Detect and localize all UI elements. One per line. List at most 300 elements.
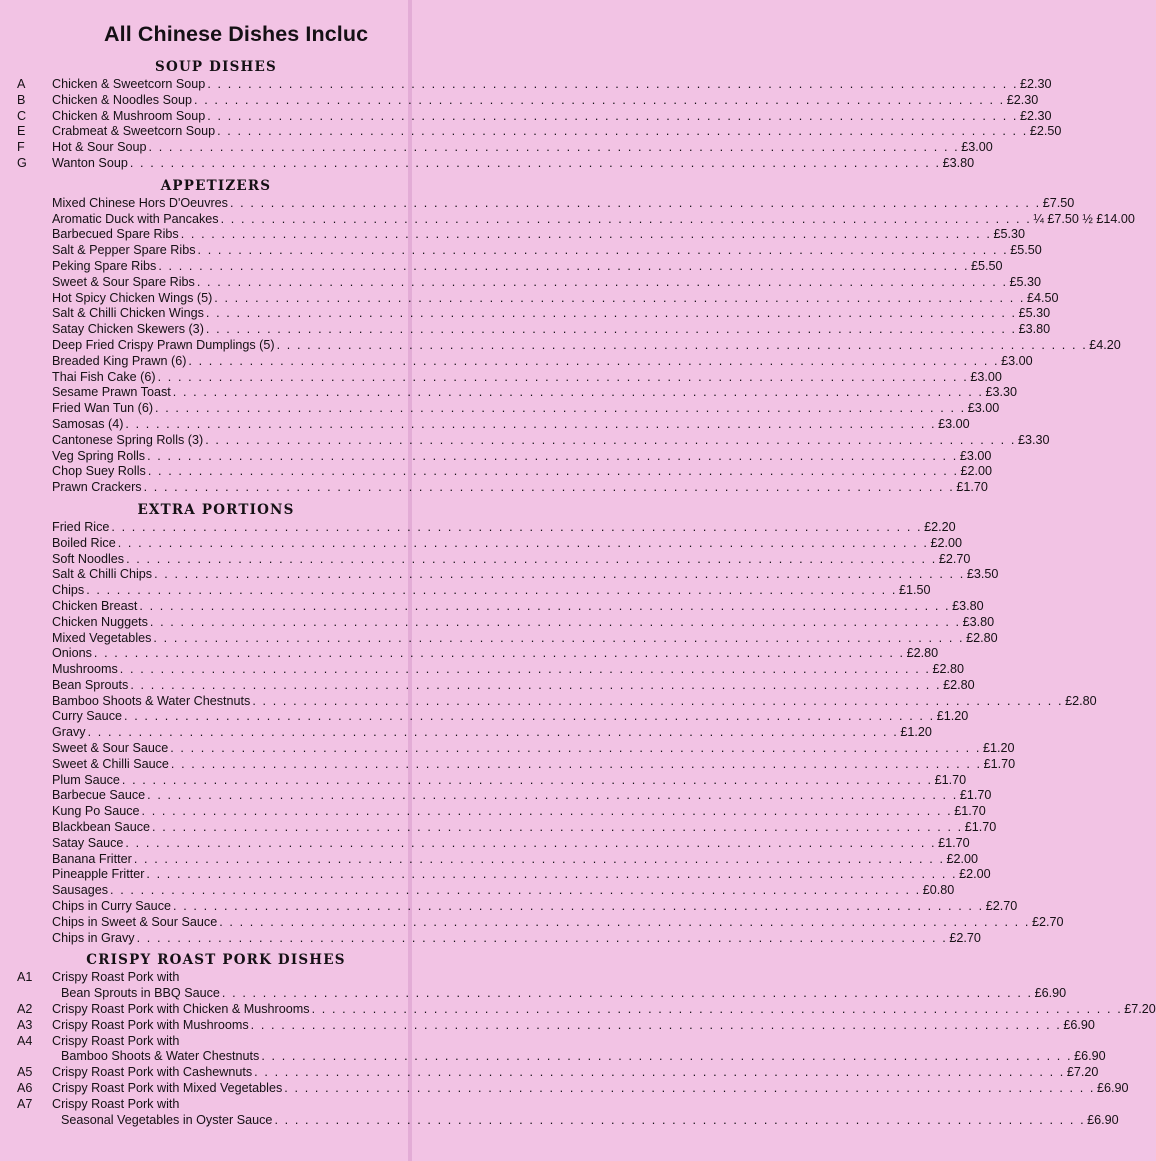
menu-item [0,1017,1095,1034]
dot-leader: . . . . . . . . . . . . . . . . . . . . . . . . . . . . . . . . . . . . . . . . . . . . . . . . . . . . . . . . . . . . . . . . . . . . . . . . . . . . . . . . [261,1049,1073,1064]
item-price: £2.80 [1065,693,1097,708]
dot-leader: . . . . . . . . . . . . . . . . . . . . . . . . . . . . . . . . . . . . . . . . . . . . . . . . . . . . . . . . . . . . . . . . . . . . . . . . . . . . . . . . [172,385,984,400]
menu-item [0,1081,1129,1097]
menu-item [0,725,932,741]
dot-leader: . . . . . . . . . . . . . . . . . . . . . . . . . . . . . . . . . . . . . . . . . . . . . . . . . . . . . . . . . . . . . . . . . . . . . . . . . . . . . . . . [217,124,1028,139]
dot-leader: . . . . . . . . . . . . . . . . . . . . . . . . . . . . . . . . . . . . . . . . . . . . . . . . . . . . . . . . . . . . . . . . . . . . . . . . . . . . . . . . [147,788,958,803]
dot-leader: . . . . . . . . . . . . . . . . . . . . . . . . . . . . . . . . . . . . . . . . . . . . . . . . . . . . . . . . . . . . . . . . . . . . . . . . . . . . . . . . [146,867,958,882]
menu-item [0,306,1051,322]
item-code: F [17,140,25,155]
menu-item [0,480,988,496]
menu-item-line [52,1081,1129,1097]
menu-item [0,258,1003,275]
item-code: A5 [17,1065,33,1080]
item-name: Chop Suey Rolls [52,464,146,479]
menu-item [0,448,992,465]
item-name: Blackbean Sauce [52,820,151,835]
dot-leader: . . . . . . . . . . . . . . . . . . . . . . . . . . . . . . . . . . . . . . . . . . . . . . . . . . . . . . . . . . . . . . . . . . . . . . . . . . . . . . . . [158,258,970,273]
item-price: £2.80 [966,630,998,645]
dot-leader: . . . . . . . . . . . . . . . . . . . . . . . . . . . . . . . . . . . . . . . . . . . . . . . . . . . . . . . . . . . . . . . . . . . . . . . . . . . . . . . . [152,820,963,835]
dot-leader: . . . . . . . . . . . . . . . . . . . . . . . . . . . . . . . . . . . . . . . . . . . . . . . . . . . . . . . . . . . . . . . . . . . . . . . . . . . . . . . . [147,448,958,463]
dot-leader: . . . . . . . . . . . . . . . . . . . . . . . . . . . . . . . . . . . . . . . . . . . . . . . . . . . . . . . . . . . . . . . . . . . . . . . . . . . . . . . . [214,290,1026,305]
menu-item [0,1065,1099,1081]
menu-item-line [52,353,1033,370]
dot-leader: . . . . . . . . . . . . . . . . . . . . . . . . . . . . . . . . . . . . . . . . . . . . . . . . . . . . . . . . . . . . . . . . . . . . . . . . . . . . . . . . [153,630,965,645]
item-price: £6.90 [1087,1112,1119,1127]
section-heading: SOUP DISHES [155,59,277,75]
item-price: £3.00 [1001,353,1033,368]
item-price: £3.80 [962,614,995,629]
menu-item-line [52,725,932,741]
menu-item-line [61,1112,1119,1129]
menu-item [0,535,962,552]
item-price: £2.80 [943,677,975,692]
item-price: £2.30 [1006,92,1039,107]
menu-item-line [52,677,975,694]
item-name: Crispy Roast Pork with Mixed Vegetables [52,1081,283,1096]
menu-item [0,756,1016,773]
item-price: £1.20 [900,725,932,740]
item-price: £5.30 [1009,274,1042,289]
dot-leader: . . . . . . . . . . . . . . . . . . . . . . . . . . . . . . . . . . . . . . . . . . . . . . . . . . . . . . . . . . . . . . . . . . . . . . . . . . . . . . . . [157,369,969,384]
menu-item-line [52,155,975,172]
menu-item-line [52,306,1051,322]
menu-item [0,77,1052,93]
menu-item [0,155,975,172]
menu-item [0,1002,1156,1018]
menu-item [0,1097,412,1113]
menu-item-line [52,369,1002,386]
item-name: Salt & Pepper Spare Ribs [52,243,196,258]
item-price: £2.70 [1031,914,1064,929]
menu-item-line [52,709,969,725]
item-price: £3.00 [938,416,970,431]
item-name: Chicken & Sweetcorn Soup [52,77,206,91]
dot-leader: . . . . . . . . . . . . . . . . . . . . . . . . . . . . . . . . . . . . . . . . . . . . . . . . . . . . . . . . . . . . . . . . . . . . . . . . . . . . . . . . [207,108,1019,123]
menu-item [0,353,1033,370]
section-heading: APPETIZERS [160,177,272,194]
menu-item [0,322,1051,338]
item-name: Chicken & Noodles Soup [52,92,193,107]
menu-item [0,741,1015,757]
dot-leader: . . . . . . . . . . . . . . . . . . . . . . . . . . . . . . . . . . . . . . . . . . . . . . . . . . . . . . . . . . . . . . . . . . . . . . . . . . . . . . . . [119,662,931,677]
menu-item-line [52,77,1052,93]
item-name: Barbecued Spare Ribs [52,227,179,242]
menu-item-line [52,1097,379,1113]
item-code: A1 [17,970,33,985]
menu-item-line [52,258,1003,275]
menu-item-line [52,448,992,465]
item-price: £3.00 [961,140,993,155]
menu-item-line [52,322,1051,338]
item-name: Salt & Chilli Chicken Wings [52,306,204,321]
item-price: £2.00 [946,851,979,866]
dot-leader: . . . . . . . . . . . . . . . . . . . . . . . . . . . . . . . . . . . . . . . . . . . . . . . . . . . . . . . . . . . . . . . . . . . . . . . . . . . . . . . . [173,899,984,914]
item-name: Hot & Sour Soup [52,140,147,155]
dot-leader: . . . . . . . . . . . . . . . . . . . . . . . . . . . . . . . . . . . . . . . . . . . . . . . . . . . . . . . . . . . . . . . . . . . . . . . . . . . . . . . . [229,195,1041,210]
dot-leader: . . . . . . . . . . . . . . . . . . . . . . . . . . . . . . . . . . . . . . . . . . . . . . . . . . . . . . . . . . . . . . . . . . . . . . . . . . . . . . . . [180,227,992,242]
dot-leader: . . . . . . . . . . . . . . . . . . . . . . . . . . . . . . . . . . . . . . . . . . . . . . . . . . . . . . . . . . . . . . . . . . . . . . . . . . . . . . . . [252,693,1064,708]
menu-item [0,630,998,647]
menu-item [0,709,969,725]
dot-leader: . . . . . . . . . . . . . . . . . . . . . . . . . . . . . . . . . . . . . . . . . . . . . . . . . . . . . . . . . . . . . . . . . . . . . . . . . . . . . . . . [126,551,937,566]
menu-item [0,583,931,599]
dot-leader: . . . . . . . . . . . . . . . . . . . . . . . . . . . . . . . . . . . . . . . . . . . . . . . . . . . . . . . . . . . . . . . . . . . . . . . . . . . . . . . . [196,274,1008,289]
dot-leader: . . . . . . . . . . . . . . . . . . . . . . . . . . . . . . . . . . . . . . . . . . . . . . . . . . . . . . . . . . . . . . . . . . . . . . . . . . . . . . . . [93,646,905,661]
menu-item-line [52,804,986,820]
item-price: £2.70 [985,899,1018,914]
dot-leader: . . . . . . . . . . . . . . . . . . . . . . . . . . . . . . . . . . . . . . . . . . . . . . . . . . . . . . . . . . . . . . . . . . . . . . . . . . . . . . . . [110,883,921,898]
menu-item-line [52,820,997,836]
section-heading: CRISPY ROAST PORK DISHES [86,952,346,969]
menu-item [0,227,1025,243]
item-price: £4.20 [1089,337,1121,352]
item-price: £1.20 [936,709,969,724]
item-name: Mushrooms [52,662,118,677]
menu-item-line [52,243,1042,259]
item-price: £5.50 [1010,243,1042,258]
menu-item-line [52,124,1062,140]
menu-item [0,195,1075,212]
item-price: £2.50 [1029,124,1062,139]
item-name: Bamboo Shoots & Water Chestnuts [61,1049,260,1064]
menu-item [0,867,991,883]
item-name: Satay Sauce [52,835,124,850]
item-name: Sweet & Sour Sauce [52,741,169,756]
item-name: Crispy Roast Pork with [52,1096,180,1111]
dot-leader: . . . . . . . . . . . . . . . . . . . . . . . . . . . . . . . . . . . . . . . . . . . . . . . . . . . . . . . . . . . . . . . . . . . . . . . . . . . . . . . . [274,1112,1086,1127]
menu-item [0,835,970,852]
dot-leader: . . . . . . . . . . . . . . . . . . . . . . . . . . . . . . . . . . . . . . . . . . . . . . . . . . . . . . . . . . . . . . . . . . . . . . . . . . . . . . . . [207,77,1019,91]
item-price: £2.70 [938,551,971,566]
menu-item-line [52,290,1059,307]
menu-item-line [52,741,1015,757]
dot-leader: . . . . . . . . . . . . . . . . . . . . . . . . . . . . . . . . . . . . . . . . . . . . . . . . . . . . . . . . . . . . . . . . . . . . . . . . . . . . . . . . [121,772,933,787]
menu-item-line [52,914,1064,931]
dot-leader: . . . . . . . . . . . . . . . . . . . . . . . . . . . . . . . . . . . . . . . . . . . . . . . . . . . . . . . . . . . . . . . . . . . . . . . . . . . . . . . . [205,306,1017,321]
item-name: Curry Sauce [52,709,122,724]
menu-item-line [52,1065,1099,1081]
item-price: £1.70 [956,480,988,495]
item-code: A4 [17,1033,33,1048]
item-price: £1.70 [954,804,986,819]
item-price: £2.70 [949,930,981,945]
menu-item-line [52,274,1042,291]
item-name: Bamboo Shoots & Water Chestnuts [52,693,251,708]
menu-item-line [52,646,939,662]
item-price: £2.80 [932,662,965,677]
dot-leader: . . . . . . . . . . . . . . . . . . . . . . . . . . . . . . . . . . . . . . . . . . . . . . . . . . . . . . . . . . . . . . . . . . . . . . . . . . . . . . . . [219,914,1030,929]
item-price: £5.30 [1018,306,1051,321]
dot-leader: . . . . . . . . . . . . . . . . . . . . . . . . . . . . . . . . . . . . . . . . . . . . . . . . . . . . . . . . . . . . . . . . . . . . . . . . . . . . . . . . [205,322,1017,337]
menu-item [0,519,956,536]
item-name: Chips in Sweet & Sour Sauce [52,914,218,929]
dot-leader: . . . . . . . . . . . . . . . . . . . . . . . . . . . . . . . . . . . . . . . . . . . . . . . . . . . . . . . . . . . . . . . . . . . . . . . . . . . . . . . . [155,401,966,416]
dot-leader: . . . . . . . . . . . . . . . . . . . . . . . . . . . . . . . . . . . . . . . . . . . . . . . . . . . . . . . . . . . . . . . . . . . . . . . . . . . . . . . . [129,155,941,170]
section-gap [0,946,412,949]
item-price: £3.00 [967,401,1000,416]
item-code: B [17,92,26,107]
dot-leader: . . . . . . . . . . . . . . . . . . . . . . . . . . . . . . . . . . . . . . . . . . . . . . . . . . . . . . . . . . . . . . . . . . . . . . . . . . . . . . . . [221,986,1033,1001]
item-name: Peking Spare Ribs [52,258,157,273]
item-name: Crispy Roast Pork with Mushrooms [52,1017,249,1032]
menu-item-line [52,195,1075,212]
item-price: £2.30 [1020,108,1052,123]
item-name: Sausages [52,883,109,898]
item-name: Thai Fish Cake (6) [52,369,156,384]
dot-leader: . . . . . . . . . . . . . . . . . . . . . . . . . . . . . . . . . . . . . . . . . . . . . . . . . . . . . . . . . . . . . . . . . . . . . . . . . . . . . . . . [149,614,961,629]
dot-leader: . . . . . . . . . . . . . . . . . . . . . . . . . . . . . . . . . . . . . . . . . . . . . . . . . . . . . . . . . . . . . . . . . . . . . . . . . . . . . . . . [133,851,945,866]
item-price: £6.90 [1097,1081,1129,1096]
item-price: £2.30 [1020,77,1052,91]
item-code: G [17,155,27,170]
item-name: Crispy Roast Pork with Chicken & Mushrooms [52,1002,310,1017]
menu-item-line [52,630,998,647]
dot-leader: . . . . . . . . . . . . . . . . . . . . . . . . . . . . . . . . . . . . . . . . . . . . . . . . . . . . . . . . . . . . . . . . . . . . . . . . . . . . . . . . [125,416,937,431]
item-price: £3.00 [970,369,1002,384]
item-name: Fried Rice [52,519,110,534]
menu-item-line [52,598,984,615]
item-price: £3.80 [952,598,984,613]
menu-item-line [52,788,992,804]
item-name: Sweet & Chilli Sauce [52,756,169,771]
menu-item [0,243,1042,259]
dot-leader: . . . . . . . . . . . . . . . . . . . . . . . . . . . . . . . . . . . . . . . . . . . . . . . . . . . . . . . . . . . . . . . . . . . . . . . . . . . . . . . . [124,709,935,724]
dot-leader: . . . . . . . . . . . . . . . . . . . . . . . . . . . . . . . . . . . . . . . . . . . . . . . . . . . . . . . . . . . . . . . . . . . . . . . . . . . . . . . . [143,480,955,495]
item-price: £7.20 [1124,1002,1156,1017]
item-name: Crabmeat & Sweetcorn Soup [52,124,216,139]
item-name: Onions [52,646,92,661]
menu-item [0,124,1062,140]
menu-item-line [52,464,993,480]
item-name: Prawn Crackers [52,480,142,495]
menu-item [0,693,1097,710]
item-name: Crispy Roast Pork with [52,970,180,985]
item-price: £2.80 [906,646,939,661]
menu-item-continuation [0,986,1067,1002]
section-gap [0,496,412,499]
menu-item [0,930,981,947]
menu-item [0,108,1052,125]
dot-leader: . . . . . . . . . . . . . . . . . . . . . . . . . . . . . . . . . . . . . . . . . . . . . . . . . . . . . . . . . . . . . . . . . . . . . . . . . . . . . . . . [188,353,1000,368]
item-price: £2.00 [959,867,991,882]
item-name: Mixed Chinese Hors D'Oeuvres [52,195,228,210]
menu-item [0,820,997,836]
dot-leader: . . . . . . . . . . . . . . . . . . . . . . . . . . . . . . . . . . . . . . . . . . . . . . . . . . . . . . . . . . . . . . . . . . . . . . . . . . . . . . . . [205,432,1016,447]
item-price: £6.90 [1063,1017,1095,1032]
item-price: £3.80 [942,155,975,170]
item-price: £3.00 [959,448,992,463]
dot-leader: . . . . . . . . . . . . . . . . . . . . . . . . . . . . . . . . . . . . . . . . . . . . . . . . . . . . . . . . . . . . . . . . . . . . . . . . . . . . . . . . [117,535,929,550]
item-name: Cantonese Spring Rolls (3) [52,432,204,447]
menu-item-line [52,108,1052,125]
item-price: £1.50 [898,583,931,598]
item-name: Plum Sauce [52,772,120,787]
section-gap [0,172,412,175]
menu-list [0,56,1156,1128]
item-price: ¼ £7.50 ½ £14.00 [1033,211,1135,226]
menu-item-line [52,899,1018,915]
menu-item-line [52,614,995,631]
item-code: A7 [17,1096,33,1111]
dot-leader: . . . . . . . . . . . . . . . . . . . . . . . . . . . . . . . . . . . . . . . . . . . . . . . . . . . . . . . . . . . . . . . . . . . . . . . . . . . . . . . . [147,464,959,479]
menu-item-line [52,92,1039,109]
item-price: £3.50 [966,567,999,582]
menu-item [0,614,995,631]
item-code: A [17,77,26,91]
item-name: Boiled Rice [52,535,116,550]
menu-item-line [52,140,993,156]
item-name: Chicken & Mushroom Soup [52,108,206,123]
dot-leader: . . . . . . . . . . . . . . . . . . . . . . . . . . . . . . . . . . . . . . . . . . . . . . . . . . . . . . . . . . . . . . . . . . . . . . . . . . . . . . . . [136,930,948,945]
dot-leader: . . . . . . . . . . . . . . . . . . . . . . . . . . . . . . . . . . . . . . . . . . . . . . . . . . . . . . . . . . . . . . . . . . . . . . . . . . . . . . . . [148,140,960,155]
item-name: Deep Fried Crispy Prawn Dumplings (5) [52,337,275,352]
item-price: £7.20 [1066,1065,1099,1080]
menu-item-line [52,867,991,883]
dot-leader: . . . . . . . . . . . . . . . . . . . . . . . . . . . . . . . . . . . . . . . . . . . . . . . . . . . . . . . . . . . . . . . . . . . . . . . . . . . . . . . . [130,677,942,692]
menu-item [0,883,955,899]
item-name: Veg Spring Rolls [52,448,146,463]
item-price: £6.90 [1074,1049,1106,1064]
dot-leader: . . . . . . . . . . . . . . . . . . . . . . . . . . . . . . . . . . . . . . . . . . . . . . . . . . . . . . . . . . . . . . . . . . . . . . . . . . . . . . . . [86,583,897,598]
menu-item-line [52,970,379,986]
menu-item-line [61,1049,1106,1065]
menu-item-continuation [0,1049,1106,1065]
dot-leader: . . . . . . . . . . . . . . . . . . . . . . . . . . . . . . . . . . . . . . . . . . . . . . . . . . . . . . . . . . . . . . . . . . . . . . . . . . . . . . . . [197,243,1009,258]
item-name: Pineapple Fritter [52,867,145,882]
section-heading: EXTRA PORTIONS [137,501,295,518]
item-name: Breaded King Prawn (6) [52,353,187,368]
menu-item-line [52,519,956,536]
item-price: £2.00 [930,535,962,550]
dot-leader: . . . . . . . . . . . . . . . . . . . . . . . . . . . . . . . . . . . . . . . . . . . . . . . . . . . . . . . . . . . . . . . . . . . . . . . . . . . . . . . . [139,598,951,613]
menu-item [0,899,1018,915]
item-price: £1.70 [938,835,970,850]
item-name: Sesame Prawn Toast [52,385,171,400]
menu-item [0,140,993,156]
menu-item [0,551,971,568]
item-price: £1.20 [982,741,1015,756]
dot-leader: . . . . . . . . . . . . . . . . . . . . . . . . . . . . . . . . . . . . . . . . . . . . . . . . . . . . . . . . . . . . . . . . . . . . . . . . . . . . . . . . [254,1065,1065,1080]
dot-leader: . . . . . . . . . . . . . . . . . . . . . . . . . . . . . . . . . . . . . . . . . . . . . . . . . . . . . . . . . . . . . . . . . . . . . . . . . . . . . . . . [154,567,965,582]
item-name: Chips [52,583,85,598]
dot-leader: . . . . . . . . . . . . . . . . . . . . . . . . . . . . . . . . . . . . . . . . . . . . . . . . . . . . . . . . . . . . . . . . . . . . . . . . . . . . . . . . [194,92,1005,107]
menu-item [0,788,992,804]
item-name: Fried Wan Tun (6) [52,401,154,416]
menu-item-line [52,1017,1095,1034]
menu-item [0,274,1042,291]
item-price: £1.70 [983,756,1016,771]
dot-leader: . . . . . . . . . . . . . . . . . . . . . . . . . . . . . . . . . . . . . . . . . . . . . . . . . . . . . . . . . . . . . . . . . . . . . . . . . . . . . . . . [170,756,982,771]
item-code: C [17,108,27,123]
item-name: Banana Fritter [52,851,132,866]
item-price: £4.50 [1027,290,1059,305]
menu-item-line [52,416,970,433]
menu-item-line [52,551,971,568]
dot-leader: . . . . . . . . . . . . . . . . . . . . . . . . . . . . . . . . . . . . . . . . . . . . . . . . . . . . . . . . . . . . . . . . . . . . . . . . . . . . . . . . [220,211,1032,226]
item-name: Barbecue Sauce [52,788,146,803]
item-name: Chips in Curry Sauce [52,899,171,914]
item-price: £7.50 [1042,195,1075,210]
dot-leader: . . . . . . . . . . . . . . . . . . . . . . . . . . . . . . . . . . . . . . . . . . . . . . . . . . . . . . . . . . . . . . . . . . . . . . . . . . . . . . . . [284,1081,1096,1096]
item-name: Hot Spicy Chicken Wings (5) [52,290,213,305]
item-name: Samosas (4) [52,416,124,431]
menu-item [0,804,986,820]
item-price: £2.00 [960,464,993,479]
dot-leader: . . . . . . . . . . . . . . . . . . . . . . . . . . . . . . . . . . . . . . . . . . . . . . . . . . . . . . . . . . . . . . . . . . . . . . . . . . . . . . . . [311,1002,1123,1017]
menu-item-line [52,337,1121,354]
menu-item [0,772,967,789]
item-code: E [17,124,26,139]
item-price: £3.30 [985,385,1018,400]
dot-leader: . . . . . . . . . . . . . . . . . . . . . . . . . . . . . . . . . . . . . . . . . . . . . . . . . . . . . . . . . . . . . . . . . . . . . . . . . . . . . . . . [250,1017,1062,1032]
menu-item-line [52,851,979,868]
item-price: £3.80 [1018,322,1051,337]
menu-item-line [52,835,970,852]
menu-item-line [52,693,1097,710]
item-name: Soft Noodles [52,551,125,566]
menu-item-line [52,883,955,899]
menu-item [0,970,412,986]
item-price: £5.30 [993,227,1025,242]
menu-item [0,290,1059,307]
item-code: A6 [17,1081,33,1096]
menu-item [0,211,1135,228]
item-price: £2.20 [924,519,956,534]
menu-item [0,92,1039,109]
menu-item-continuation [0,1112,1119,1129]
item-name: Mixed Vegetables [52,630,152,645]
page-title: All Chinese Dishes Incluc [104,22,369,46]
menu-item-line [52,385,1018,401]
item-name: Crispy Roast Pork with Cashewnuts [52,1065,253,1080]
menu-item-line [52,583,931,599]
item-price: £5.50 [971,258,1003,273]
menu-item-line [52,535,962,552]
item-name: Crispy Roast Pork with [52,1033,180,1048]
item-price: £1.70 [934,772,967,787]
menu-item [0,567,999,583]
menu-item [0,337,1121,354]
menu-item-line [52,1002,1156,1018]
item-name: Gravy [52,725,86,740]
item-name: Chips in Gravy [52,930,135,945]
item-code: A3 [17,1017,33,1032]
menu-item-line [61,986,1067,1002]
menu-item-line [52,227,1025,243]
item-name: Kung Po Sauce [52,804,140,819]
item-name: Bean Sprouts in BBQ Sauce [61,986,220,1001]
menu-item-line [52,1034,379,1050]
item-name: Sweet & Sour Spare Ribs [52,274,195,289]
menu-item-line [52,480,988,496]
menu-item-line [52,772,967,789]
item-name: Wanton Soup [52,155,128,170]
menu-item-line [52,401,1000,417]
dot-leader: . . . . . . . . . . . . . . . . . . . . . . . . . . . . . . . . . . . . . . . . . . . . . . . . . . . . . . . . . . . . . . . . . . . . . . . . . . . . . . . . [170,741,981,756]
dot-leader: . . . . . . . . . . . . . . . . . . . . . . . . . . . . . . . . . . . . . . . . . . . . . . . . . . . . . . . . . . . . . . . . . . . . . . . . . . . . . . . . [276,337,1088,352]
item-price: £1.70 [959,788,992,803]
menu-item [0,401,1000,417]
menu-item [0,369,1002,386]
item-name: Aromatic Duck with Pancakes [52,211,219,226]
menu-item-line [52,432,1050,449]
menu-item [0,677,975,694]
menu-item [0,914,1064,931]
menu-item [0,432,1050,449]
menu-item-line [52,756,1016,773]
menu-item [0,1034,412,1050]
